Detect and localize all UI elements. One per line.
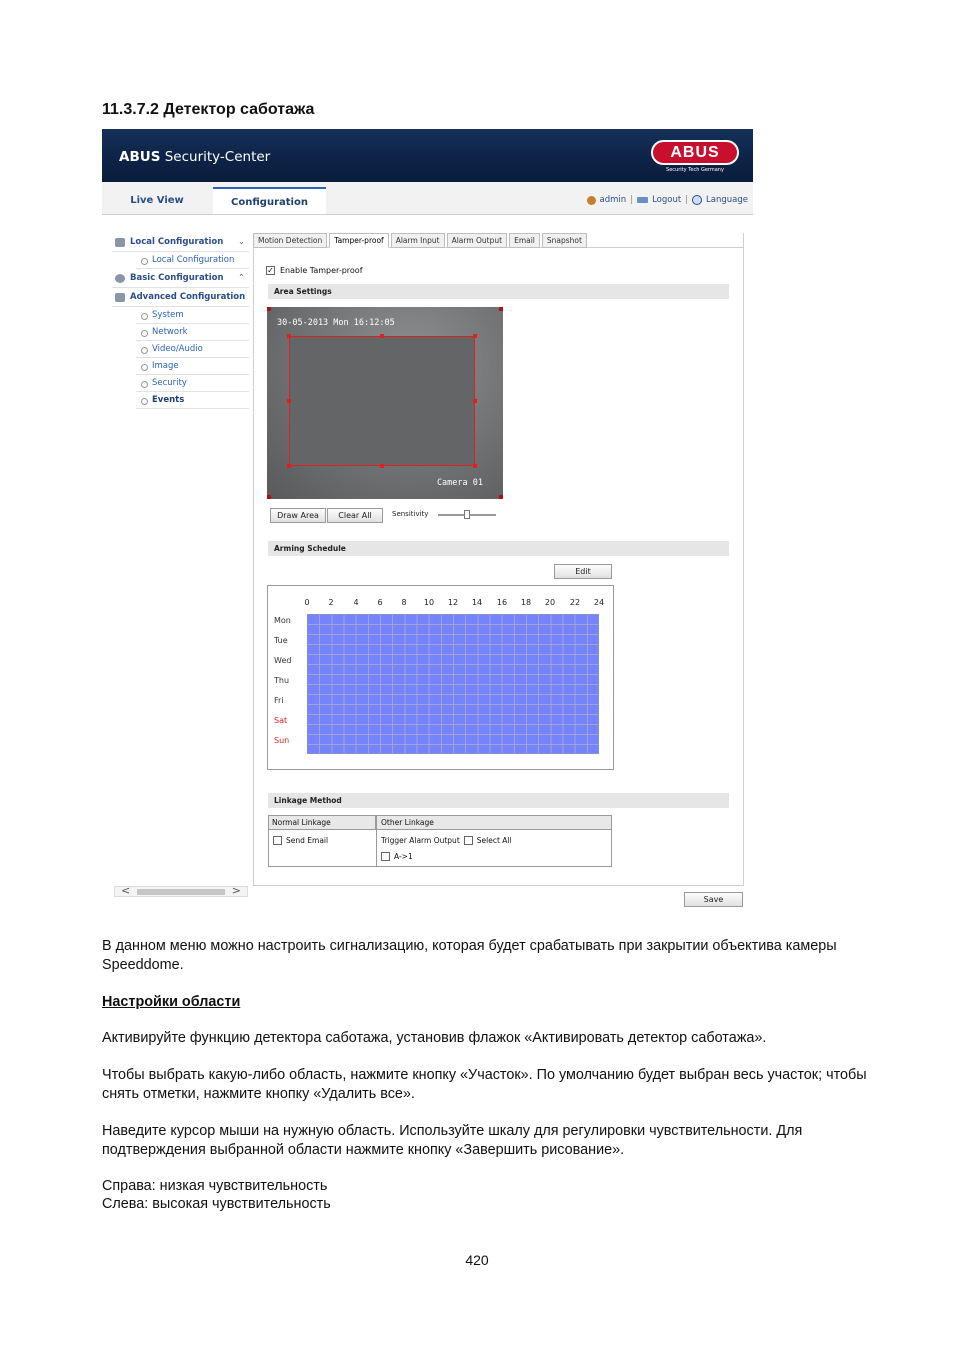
a1-label: A->1 (394, 852, 413, 861)
user-bar (587, 195, 748, 205)
enable-checkbox[interactable]: ✓ (267, 266, 274, 275)
sidebar-item-local-configuration[interactable]: Local Configuration (136, 252, 249, 269)
scroll-right-icon[interactable]: > (231, 884, 241, 897)
arming-schedule-header: Arming Schedule (268, 541, 729, 556)
roi-handle[interactable] (287, 334, 291, 338)
app-header (102, 129, 753, 182)
page-number: 420 (465, 1252, 489, 1268)
monitor-icon (115, 238, 125, 247)
roi-handle[interactable] (287, 464, 291, 468)
select-all-checkbox[interactable] (464, 836, 473, 845)
arming-schedule (267, 585, 614, 770)
hour-label: 24 (593, 598, 605, 607)
trigger-alarm-output-option (381, 836, 512, 845)
sensitivity-label: Sensitivity (392, 510, 429, 518)
hour-label: 10 (423, 598, 435, 607)
scroll-thumb[interactable] (137, 889, 225, 895)
sidebar-item-image[interactable]: Image (136, 358, 249, 375)
sidebar-item-security[interactable]: Security (136, 375, 249, 392)
sidebar-basic-configuration[interactable] (112, 269, 249, 288)
sidebar-scrollbar[interactable] (114, 886, 248, 897)
hour-label: 8 (401, 598, 407, 607)
tab-alarm-input[interactable]: Alarm Input (391, 233, 445, 248)
edit-schedule-button[interactable]: Edit (554, 564, 612, 579)
hour-label: 0 (304, 598, 310, 607)
trigger-alarm-output-label: Trigger Alarm Output (381, 836, 460, 845)
app-title: ABUS Security-Center (119, 149, 271, 165)
wrench-icon (115, 293, 125, 302)
day-label: Mon (274, 616, 291, 625)
clear-all-button[interactable]: Clear All (327, 508, 383, 523)
gear-icon (115, 274, 125, 283)
tab-email[interactable]: Email (509, 233, 540, 248)
security-center-screenshot (102, 129, 753, 912)
separator: | (685, 195, 689, 205)
roi-handle[interactable] (380, 464, 384, 468)
sidebar-item-events[interactable]: Events (136, 392, 249, 409)
user-name[interactable]: admin (599, 195, 627, 205)
hour-label: 6 (377, 598, 383, 607)
linkage-table (268, 815, 612, 867)
enable-label: Enable Tamper-proof (280, 266, 363, 275)
sidebar-heading-label: Local Configuration (130, 237, 224, 247)
sidebar-local-configuration[interactable] (112, 233, 249, 252)
sidebar (112, 233, 249, 409)
tab-configuration[interactable]: Configuration (213, 187, 326, 214)
tab-motion-detection[interactable]: Motion Detection (253, 233, 327, 248)
schedule-grid[interactable] (307, 614, 599, 754)
day-label: Fri (274, 696, 284, 705)
day-label-weekend: Sun (274, 736, 290, 745)
user-icon (587, 196, 596, 205)
tab-tamper-proof[interactable]: Tamper-proof (329, 233, 388, 248)
area-settings-header: Area Settings (268, 284, 729, 299)
chevron-up-icon: ⌃ (237, 273, 245, 283)
paragraph-intro: В данном меню можно настроить сигнализацию, которая будет срабатывать при закрытии объектива камеры Speeddome. (102, 938, 837, 973)
sidebar-advanced-configuration[interactable] (112, 288, 249, 307)
select-all-label: Select All (476, 836, 512, 845)
draw-area-button[interactable]: Draw Area (270, 508, 326, 523)
enable-tamper-proof[interactable] (266, 266, 363, 275)
roi-handle[interactable] (473, 334, 477, 338)
paragraph-enable: Активируйте функцию детектора саботажа, установив флажок «Активировать детектор саботажа». (102, 1030, 767, 1046)
tab-alarm-output[interactable]: Alarm Output (447, 233, 508, 248)
frame-corner (267, 307, 271, 311)
event-tabs (253, 233, 587, 248)
hour-label: 4 (353, 598, 359, 607)
sidebar-item-video-audio[interactable]: Video/Audio (136, 341, 249, 358)
tab-snapshot[interactable]: Snapshot (542, 233, 587, 248)
send-email-option[interactable] (273, 836, 328, 845)
hour-label: 14 (471, 598, 483, 607)
hour-label: 16 (496, 598, 508, 607)
logo-tagline: Security Tech Germany (666, 167, 724, 173)
frame-corner (267, 495, 271, 499)
roi-handle[interactable] (473, 399, 477, 403)
subheading-area-settings: Настройки области (102, 994, 241, 1010)
linkage-method-header: Linkage Method (268, 793, 729, 808)
roi-handle[interactable] (380, 334, 384, 338)
chevron-down-icon: ⌄ (237, 237, 245, 247)
hour-label: 22 (569, 598, 581, 607)
scroll-left-icon[interactable]: < (121, 884, 131, 897)
day-label-weekend: Sat (274, 716, 288, 725)
sensitivity-slider[interactable] (438, 514, 496, 516)
a1-checkbox[interactable] (381, 852, 390, 861)
day-label: Thu (274, 676, 290, 685)
sidebar-item-system[interactable]: System (136, 307, 249, 324)
sidebar-heading-label: Basic Configuration (130, 273, 224, 283)
paragraph-right-low: Справа: низкая чувствительность (102, 1178, 328, 1194)
paragraph-select-area: Чтобы выбрать какую-либо область, нажмите кнопку «Участок». По умолчанию будет выбран весь участок; чтобы снять отметки, нажмите кнопку «Удалить все». (102, 1067, 867, 1102)
globe-icon (692, 195, 702, 205)
section-heading: 11.3.7.2 Детектор саботажа (102, 101, 315, 118)
save-button[interactable]: Save (684, 892, 743, 907)
separator: | (630, 195, 634, 205)
send-email-checkbox[interactable] (273, 836, 282, 845)
logout-icon (637, 197, 648, 203)
alarm-output-a1-option[interactable] (381, 852, 413, 861)
abus-logo (651, 140, 739, 174)
slider-knob[interactable] (464, 510, 470, 519)
sidebar-heading-label: Advanced Configuration (130, 292, 246, 302)
day-label: Wed (274, 656, 292, 665)
hour-label: 12 (447, 598, 459, 607)
tamper-area[interactable] (289, 336, 475, 466)
paragraph-left-high: Слева: высокая чувствительность (102, 1196, 331, 1212)
other-linkage-header: Other Linkage (377, 816, 611, 830)
camera-preview[interactable] (267, 307, 503, 499)
paragraph-sensitivity: Наведите курсор мыши на нужную область. Используйте шкалу для регулировки чувствительности. Для подтверждения выбранной области нажмите кнопку «Завершить рисование». (102, 1123, 803, 1158)
send-email-label: Send Email (286, 836, 329, 845)
main-nav (102, 182, 753, 215)
normal-linkage-header: Normal Linkage (269, 816, 376, 830)
day-label: Tue (274, 636, 288, 645)
sidebar-item-network[interactable]: Network (136, 324, 249, 341)
language-link[interactable]: Language (706, 195, 748, 205)
roi-handle[interactable] (287, 399, 291, 403)
video-timestamp: 30-05-2013 Mon 16:12:05 (277, 318, 395, 328)
hour-label: 20 (544, 598, 556, 607)
logout-link[interactable]: Logout (652, 195, 682, 205)
hour-label: 18 (520, 598, 532, 607)
frame-corner (499, 307, 503, 311)
camera-label: Camera 01 (436, 478, 483, 488)
hour-label: 2 (328, 598, 334, 607)
frame-corner (499, 495, 503, 499)
roi-handle[interactable] (473, 464, 477, 468)
tab-live-view[interactable]: Live View (130, 195, 184, 206)
column-divider (376, 816, 377, 866)
logo-wordmark: ABUS (651, 140, 739, 165)
